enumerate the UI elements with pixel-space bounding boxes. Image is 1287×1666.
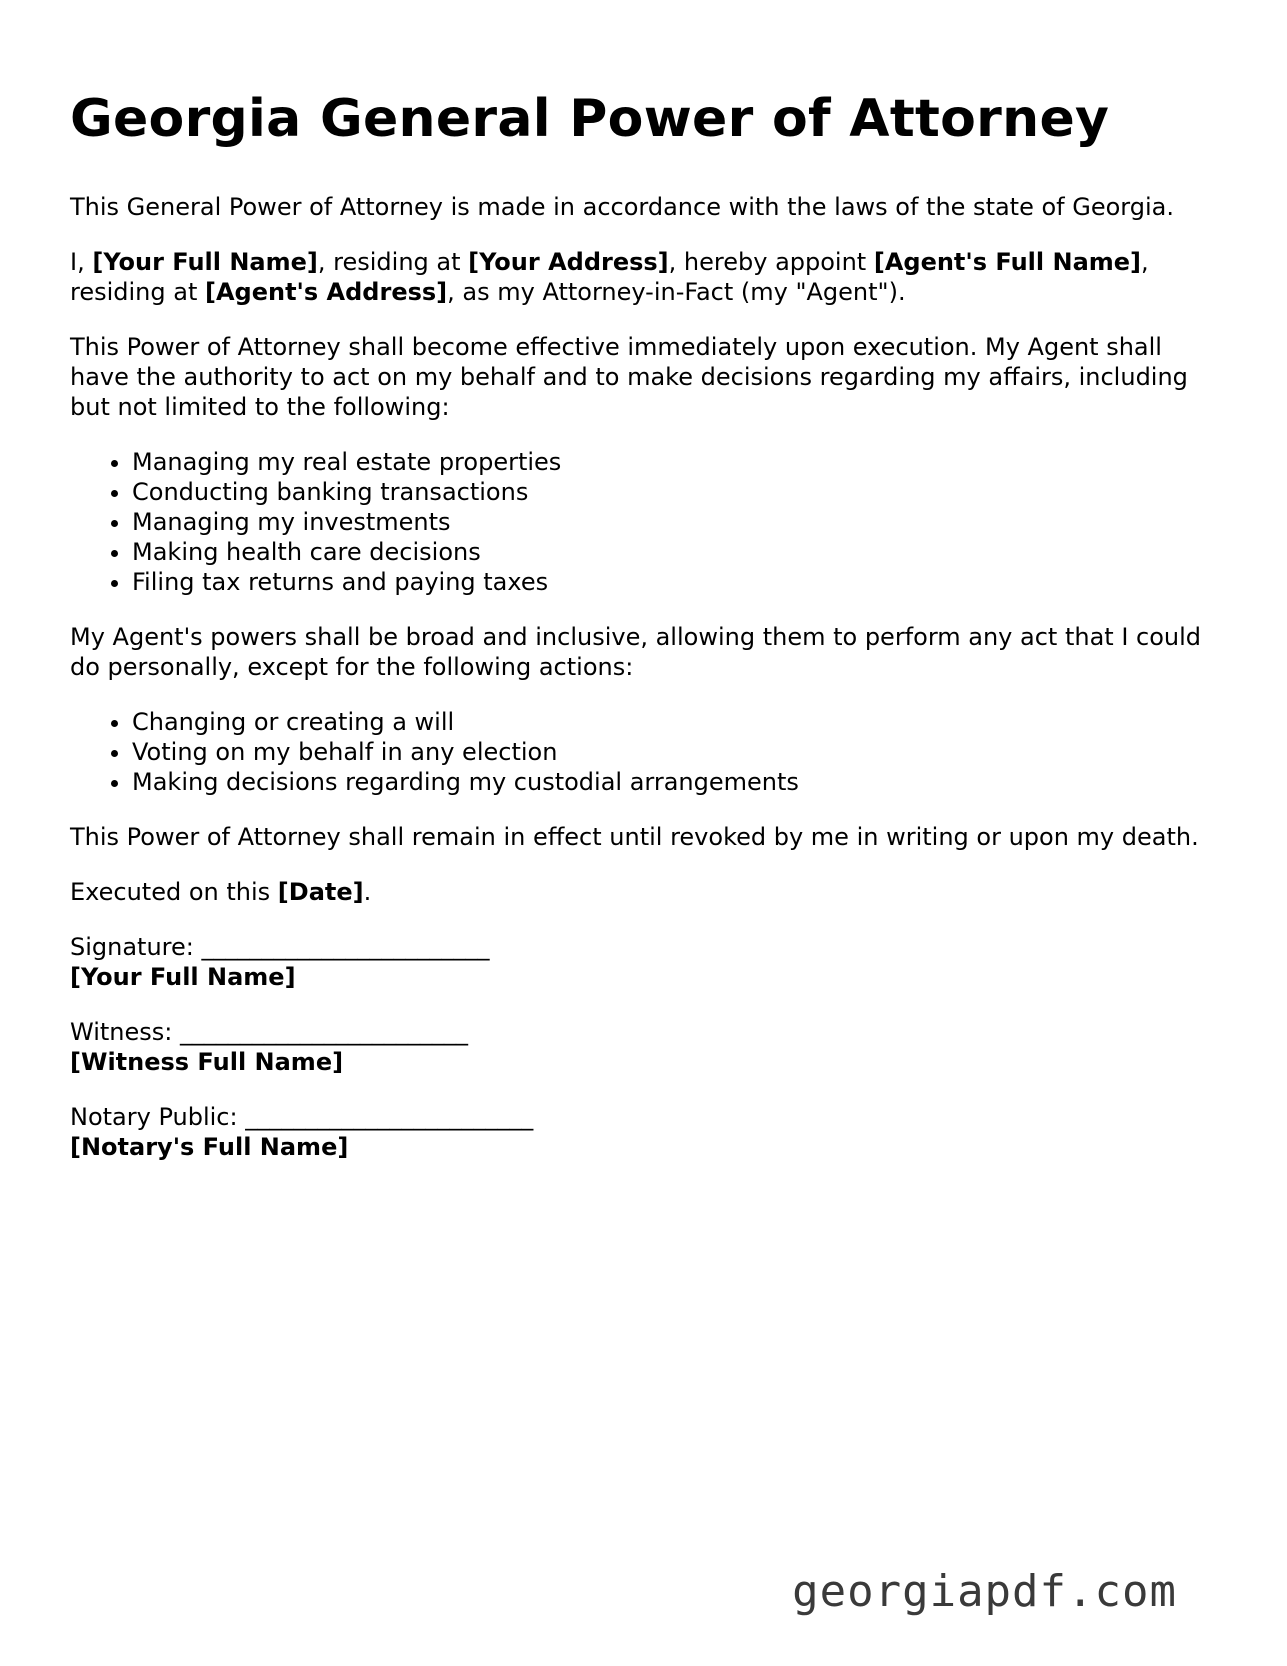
list-item: • Making health care decisions [132,537,1220,567]
appointment-text-4: , residing at [70,248,1149,306]
appointment-text-2: , residing at [317,248,469,276]
exceptions-list [70,707,1220,797]
list-item: • Conducting banking transactions [132,477,1220,507]
executed-suffix: . [363,878,372,906]
list-item: • Filing tax returns and paying taxes [132,567,1220,597]
appointment-text-1: I, [70,248,93,276]
appointment-paragraph [70,247,1220,307]
agent-address-placeholder: [Agent's Address] [205,278,448,306]
appointment-text-3: , hereby appoint [668,248,874,276]
witness-block [70,1017,1220,1077]
principal-name-placeholder: [Your Full Name] [92,248,318,276]
duration-paragraph: This Power of Attorney shall remain in effect until revoked by me in writing or upon my death. [70,823,1199,851]
signature-block [70,932,1220,992]
signature-line: Signature: ________________________ [70,933,490,961]
list-item: • Managing my investments [132,507,1220,537]
executed-paragraph [70,877,1220,907]
witness-line: Witness: ________________________ [70,1018,468,1046]
effective-paragraph: This Power of Attorney shall become effective immediately upon execution. My Agent shall have the authority to act on my behalf and to make decisions regarding my affairs, including but not limited to the following: [70,333,1188,421]
notary-line: Notary Public: ________________________ [70,1103,534,1131]
date-placeholder: [Date] [277,878,364,906]
principal-address-placeholder: [Your Address] [468,248,669,276]
list-item: • Making decisions regarding my custodial arrangements [132,767,1220,797]
powers-list [70,447,1220,597]
notary-block [70,1102,1220,1162]
agent-name-placeholder: [Agent's Full Name] [873,248,1142,276]
notary-name-placeholder: [Notary's Full Name] [70,1133,349,1161]
signer-name-placeholder: [Your Full Name] [70,963,296,991]
witness-name-placeholder: [Witness Full Name] [70,1048,344,1076]
executed-prefix: Executed on this [70,878,278,906]
list-item: • Voting on my behalf in any election [132,737,1220,767]
list-item: • Managing my real estate properties [132,447,1220,477]
document-page [70,84,1220,1187]
list-item: • Changing or creating a will [132,707,1220,737]
site-watermark: georgiapdf.com [792,1566,1177,1617]
appointment-text-5: , as my Attorney-in-Fact (my "Agent"). [447,278,906,306]
document-title: Georgia General Power of Attorney [70,89,1110,149]
scope-paragraph: My Agent's powers shall be broad and inclusive, allowing them to perform any act that I could do personally, except for the following actions: [70,623,1202,681]
intro-paragraph: This General Power of Attorney is made in accordance with the laws of the state of Georgia. [70,193,1174,221]
